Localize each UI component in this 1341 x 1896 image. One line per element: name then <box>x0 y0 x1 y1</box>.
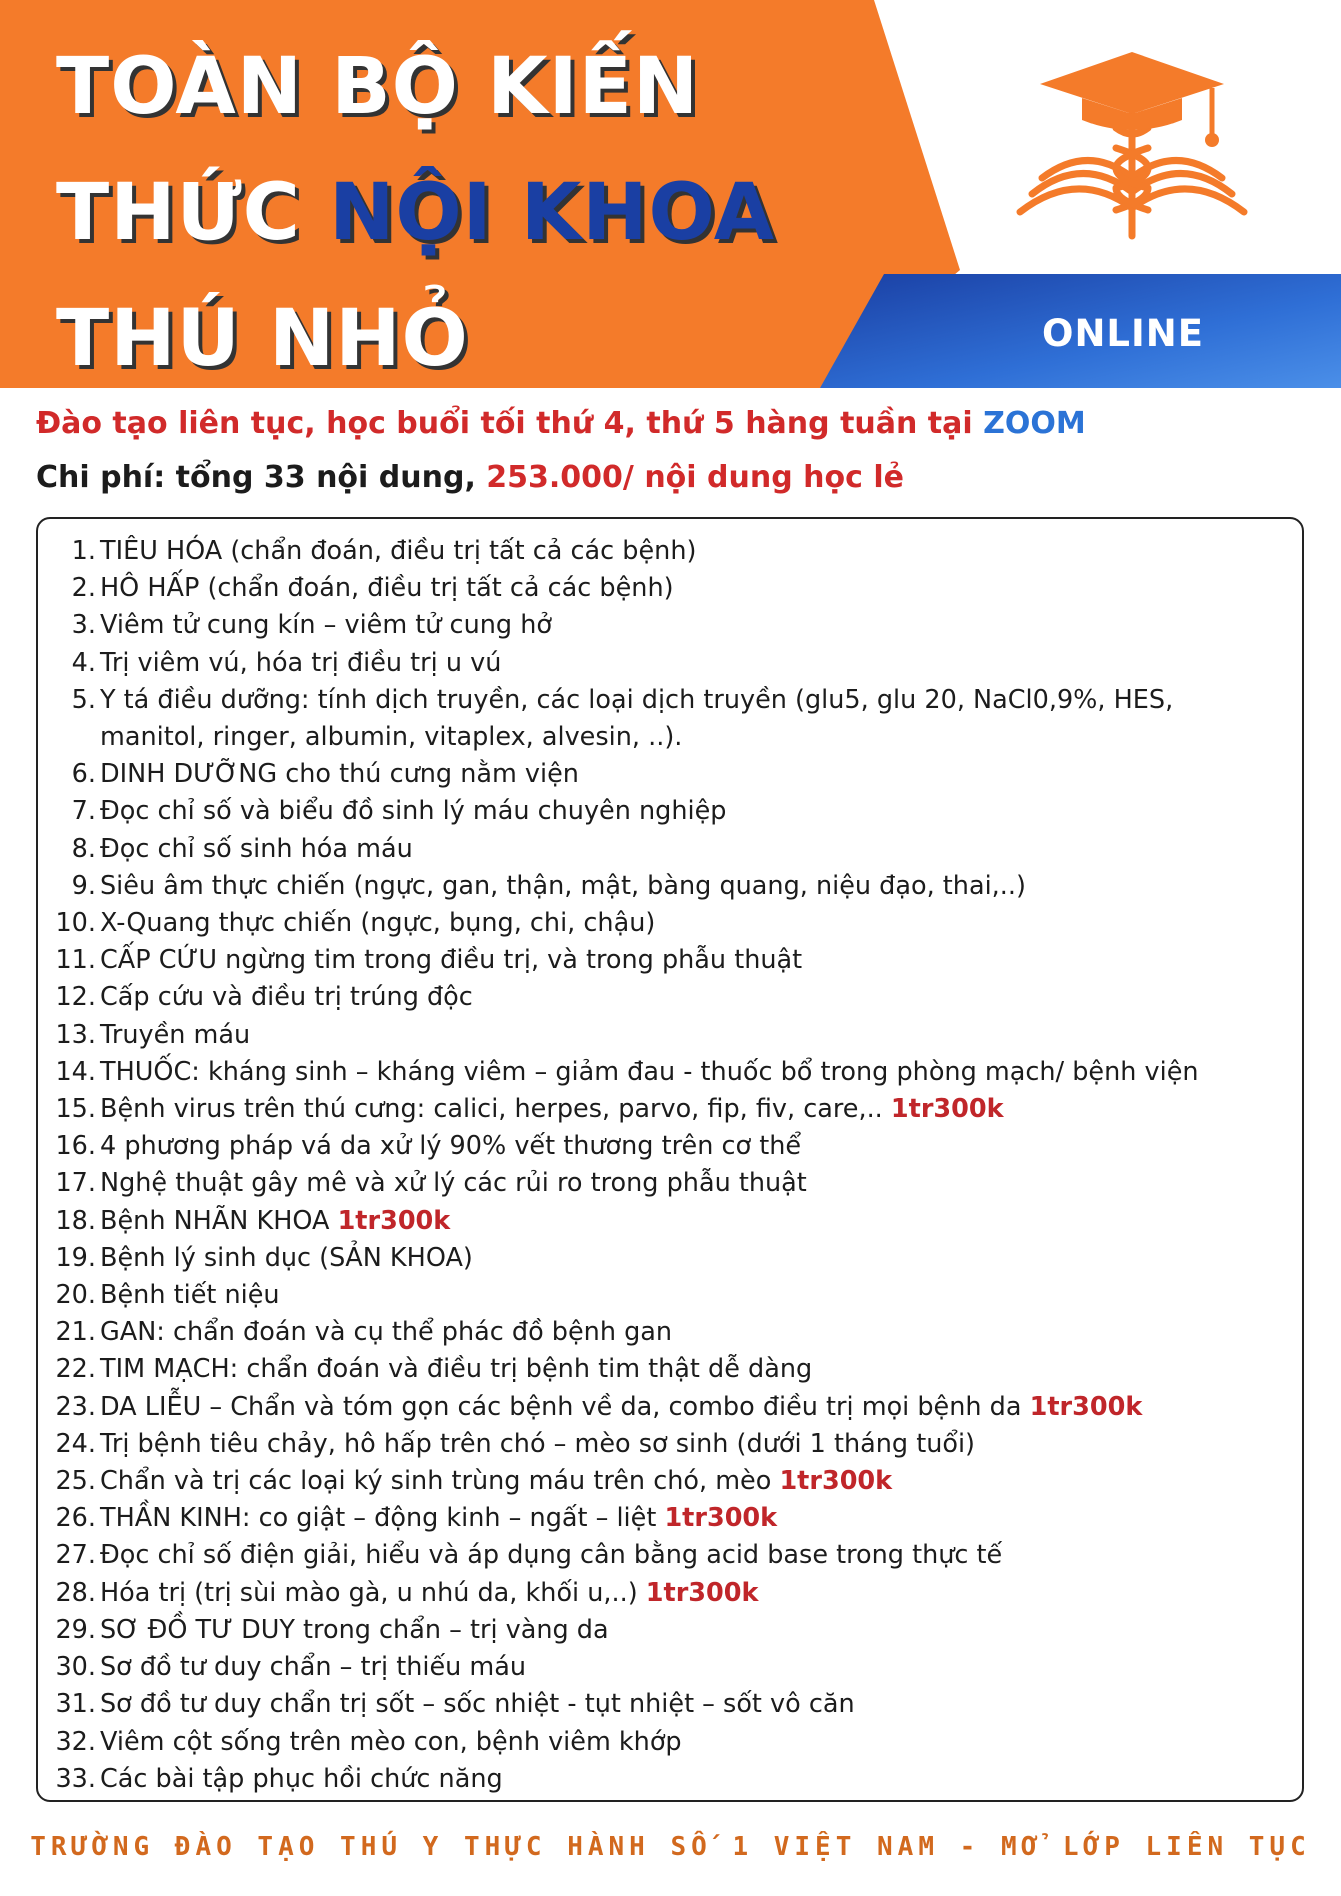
list-item-number: 9. <box>71 870 96 901</box>
list-item-text: THẦN KINH: co giật – động kinh – ngất – liệt <box>100 1503 665 1534</box>
title-highlight: NỘI KHOA <box>329 168 776 258</box>
list-item <box>38 1463 1302 1500</box>
list-item-text: Viêm tử cung kín – viêm tử cung hở <box>100 610 552 641</box>
list-item-number: 25. <box>55 1466 96 1497</box>
list-item <box>38 868 1302 905</box>
list-item <box>38 1389 1302 1426</box>
graduation-cap-logo-icon <box>1012 44 1252 244</box>
price-tag: 1tr300k <box>664 1503 778 1534</box>
list-item-number: 27. <box>55 1540 96 1571</box>
list-item-text: X-Quang thực chiến (ngực, bụng, chi, chậu) <box>100 908 656 939</box>
list-item-text: Viêm cột sống trên mèo con, bệnh viêm khớp <box>100 1726 682 1757</box>
cost-label: Chi phí: tổng 33 nội dung, <box>36 460 487 495</box>
list-item-text: CẤP CỨU ngừng tim trong điều trị, và trong phẫu thuật <box>100 945 803 976</box>
list-item-number: 4. <box>71 647 96 678</box>
list-item-text: Bệnh NHÃN KHOA <box>100 1205 338 1236</box>
list-item-number: 20. <box>55 1280 96 1311</box>
list-item <box>38 756 1302 793</box>
list-item-number: 12. <box>55 982 96 1013</box>
list-item-text: Đọc chỉ số điện giải, hiểu và áp dụng cân bằng acid base trong thực tế <box>100 1540 1003 1571</box>
online-badge: ONLINE <box>1042 312 1205 355</box>
list-item <box>38 831 1302 868</box>
list-item-number: 7. <box>71 796 96 827</box>
list-item <box>38 645 1302 682</box>
list-item <box>38 793 1302 830</box>
list-item-number: 26. <box>55 1503 96 1534</box>
list-item-number: 8. <box>71 833 96 864</box>
list-item-text: Truyền máu <box>100 1019 251 1050</box>
list-item-text: Trị viêm vú, hóa trị điều trị u vú <box>100 647 502 678</box>
list-item <box>38 1054 1302 1091</box>
list-item <box>38 1649 1302 1686</box>
schedule-line <box>36 406 1086 441</box>
list-item-number: 32. <box>55 1726 96 1757</box>
list-item <box>38 1761 1302 1798</box>
list-item-text: Nghệ thuật gây mê và xử lý các rủi ro trong phẫu thuật <box>100 1168 807 1199</box>
list-item-text: TIÊU HÓA (chẩn đoán, điều trị tất cả các bệnh) <box>100 536 697 566</box>
course-list <box>38 533 1302 1798</box>
list-item-number: 23. <box>55 1391 96 1422</box>
title-line-3: THÚ NHỎ <box>56 294 469 384</box>
list-item <box>38 607 1302 644</box>
list-item-text: Siêu âm thực chiến (ngực, gan, thận, mật, bàng quang, niệu đạo, thai,..) <box>100 870 1026 901</box>
list-item-number: 24. <box>55 1428 96 1459</box>
list-item <box>38 1724 1302 1761</box>
list-item-number: 29. <box>55 1614 96 1645</box>
list-item <box>38 1203 1302 1240</box>
title-line-1: TOÀN BỘ KIẾN <box>56 42 700 132</box>
header-banner <box>0 0 1341 388</box>
list-item-text: Trị bệnh tiêu chảy, hô hấp trên chó – mèo sơ sinh (dưới 1 tháng tuổi) <box>100 1428 976 1459</box>
list-item-text: THUỐC: kháng sinh – kháng viêm – giảm đau - thuốc bổ trong phòng mạch/ bệnh viện <box>100 1056 1199 1087</box>
price-tag: 1tr300k <box>337 1205 451 1236</box>
list-item-text: Y tá điều dưỡng: tính dịch truyền, các loại dịch truyền (glu5, glu 20, NaCl0,9%, HES, manitol, ringer, albumin, vitaplex, alvesin, ..). <box>100 684 1174 753</box>
cost-line <box>36 460 904 495</box>
list-item-text: Hóa trị (trị sùi mào gà, u nhú da, khối u,..) <box>100 1577 646 1608</box>
course-list-box <box>36 517 1304 1802</box>
list-item-number: 33. <box>55 1763 96 1794</box>
list-item <box>38 905 1302 942</box>
list-item-number: 22. <box>55 1354 96 1385</box>
list-item-number: 3. <box>71 610 96 641</box>
schedule-text: Đào tạo liên tục, học buổi tối thứ 4, thứ 5 hàng tuần tại <box>36 406 984 441</box>
list-item-text: Bệnh virus trên thú cưng: calici, herpes, parvo, fip, fiv, care,.. <box>100 1094 891 1125</box>
list-item-number: 19. <box>55 1242 96 1273</box>
list-item-number: 11. <box>55 945 96 976</box>
list-item-number: 16. <box>55 1131 96 1162</box>
list-item <box>38 1128 1302 1165</box>
list-item-number: 6. <box>71 759 96 790</box>
list-item-number: 5. <box>71 684 96 715</box>
price-tag: 1tr300k <box>645 1577 759 1608</box>
list-item-number: 1. <box>71 536 96 566</box>
list-item <box>38 1277 1302 1314</box>
list-item-number: 15. <box>55 1094 96 1125</box>
zoom-platform: ZOOM <box>983 406 1086 441</box>
list-item-text: Chẩn và trị các loại ký sinh trùng máu trên chó, mèo <box>100 1466 780 1497</box>
list-item-text: Sơ đồ tư duy chẩn – trị thiếu máu <box>100 1652 527 1683</box>
list-item <box>38 1575 1302 1612</box>
list-item-number: 30. <box>55 1652 96 1683</box>
list-item-text: Các bài tập phục hồi chức năng <box>100 1763 503 1794</box>
list-item <box>38 1165 1302 1202</box>
list-item <box>38 682 1302 756</box>
list-item <box>38 1686 1302 1723</box>
page-title <box>56 24 775 388</box>
list-item-text: Cấp cứu và điều trị trúng độc <box>100 982 473 1013</box>
list-item <box>38 1351 1302 1388</box>
list-item <box>38 570 1302 607</box>
list-item-number: 14. <box>55 1056 96 1087</box>
list-item <box>38 1017 1302 1054</box>
list-item-text: Bệnh tiết niệu <box>100 1280 280 1311</box>
list-item-text: TIM MẠCH: chẩn đoán và điều trị bệnh tim thật dễ dàng <box>100 1354 813 1385</box>
list-item-number: 31. <box>55 1689 96 1720</box>
list-item-text: 4 phương pháp vá da xử lý 90% vết thương trên cơ thể <box>100 1131 802 1162</box>
list-item-text: DA LIỄU – Chẩn và tóm gọn các bệnh về da, combo điều trị mọi bệnh da <box>100 1391 1030 1422</box>
list-item <box>38 1240 1302 1277</box>
list-item-text: Sơ đồ tư duy chẩn trị sốt – sốc nhiệt - tụt nhiệt – sốt vô căn <box>100 1689 855 1720</box>
list-item-text: GAN: chẩn đoán và cụ thể phác đồ bệnh gan <box>100 1317 673 1348</box>
list-item <box>38 942 1302 979</box>
list-item <box>38 979 1302 1016</box>
list-item-number: 28. <box>55 1577 96 1608</box>
list-item-number: 21. <box>55 1317 96 1348</box>
list-item <box>38 1314 1302 1351</box>
footer-slogan: TRƯỜNG ĐÀO TẠO THÚ Y THỰC HÀNH SỐ 1 VIỆT NAM - MỞ LỚP LIÊN TỤC <box>30 1832 1311 1862</box>
list-item-text: Bệnh lý sinh dục (SẢN KHOA) <box>100 1242 473 1273</box>
list-item-text: HÔ HẤP (chẩn đoán, điều trị tất cả các bệnh) <box>100 573 674 604</box>
list-item <box>38 533 1302 570</box>
title-line-2-prefix: THỨC <box>56 168 330 258</box>
price-tag: 1tr300k <box>779 1466 893 1497</box>
list-item-text: SƠ ĐỒ TƯ DUY trong chẩn – trị vàng da <box>100 1614 609 1645</box>
cost-price: 253.000/ nội dung học lẻ <box>486 460 904 495</box>
list-item-number: 2. <box>71 573 96 604</box>
list-item <box>38 1426 1302 1463</box>
list-item <box>38 1612 1302 1649</box>
price-tag: 1tr300k <box>890 1094 1004 1125</box>
list-item-number: 13. <box>55 1019 96 1050</box>
list-item <box>38 1537 1302 1574</box>
list-item <box>38 1091 1302 1128</box>
list-item <box>38 1500 1302 1537</box>
list-item-text: DINH DƯỠNG cho thú cưng nằm viện <box>100 759 579 790</box>
list-item-text: Đọc chỉ số sinh hóa máu <box>100 833 413 864</box>
list-item-number: 18. <box>55 1205 96 1236</box>
price-tag: 1tr300k <box>1029 1391 1143 1422</box>
list-item-text: Đọc chỉ số và biểu đồ sinh lý máu chuyên nghiệp <box>100 796 727 827</box>
list-item-number: 10. <box>55 908 96 939</box>
list-item-number: 17. <box>55 1168 96 1199</box>
